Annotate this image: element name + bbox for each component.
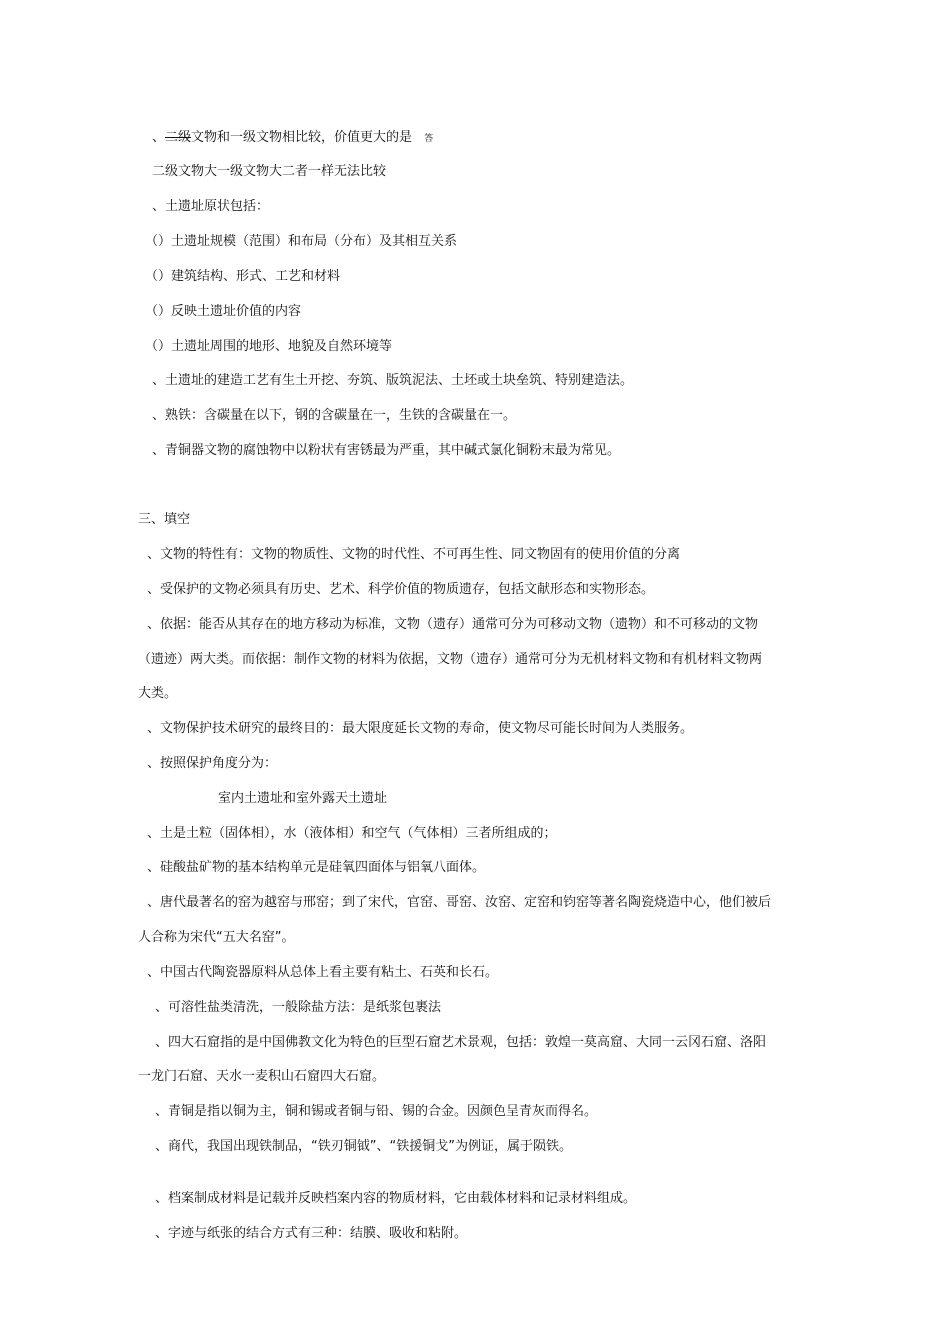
fill-3-line-2: （遗迹）两大类。而依据：制作文物的材料为依据，文物（遗存）通常可分为无机材料文物和有机材料文物两	[138, 652, 763, 667]
fill-4: 、文物保护技术研究的最终目的：最大限度延长文物的寿命，使文物尽可能长时间为人类服务。	[147, 721, 694, 736]
question-1-text: 文物和一级文物相比较，价值更大的是	[191, 130, 413, 145]
question-1	[152, 130, 433, 147]
struck-text: 二级	[165, 130, 192, 145]
fill-1: 、文物的特性有：文物的物质性、文物的时代性、不可再生性、同文物固有的使用价值的分离	[147, 547, 681, 562]
fill-5-answer: 室内土遗址和室外露天土遗址	[218, 791, 388, 806]
question-2-item-c: （）反映土遗址价值的内容	[145, 304, 302, 319]
fill-8-line-1: 、唐代最著名的窑为越窑与邢窑；到了宋代，官窑、哥窑、汝窑、定窑和钧窑等著名陶瓷烧造中心，他们被后	[147, 895, 772, 910]
question-2-item-b: （）建筑结构、形式、工艺和材料	[145, 269, 341, 284]
question-2-item-a: （）土遗址规模（范围）和布局（分布）及其相互关系	[145, 234, 458, 249]
question-2-item-d: （）土遗址周围的地形、地貌及自然环境等	[145, 339, 393, 354]
fill-5: 、按照保护角度分为：	[147, 756, 278, 771]
fill-11-line-1: 、四大石窟指的是中国佛教文化为特色的巨型石窟艺术景观，包括：敦煌一莫高窟、大同一云冈石窟、洛阳	[155, 1035, 767, 1050]
question-2: 、土遗址原状包括：	[152, 199, 270, 214]
fill-3-line-1: 、依据：能否从其存在的地方移动为标准，文物（遗存）通常可分为可移动文物（遗物）和不可移动的文物	[147, 617, 759, 632]
fill-13: 、商代，我国出现铁制品，“铁刃铜钺”、“铁援铜戈”为例证，属于陨铁。	[155, 1139, 572, 1154]
fill-11-line-2: 一龙门石窟、天水一麦积山石窟四大石窟。	[138, 1069, 386, 1084]
question-3: 、土遗址的建造工艺有生土开挖、夯筑、版筑泥法、土坯或土块垒筑、特别建造法。	[152, 373, 634, 388]
fill-10: 、可溶性盐类清洗，一般除盐方法：是纸浆包裹法	[155, 1000, 442, 1015]
fill-12: 、青铜是指以铜为主，铜和锡或者铜与铅、锡的合金。因颜色呈青灰而得名。	[155, 1104, 598, 1119]
fill-8-line-2: 人合称为宋代“五大名窑”。	[138, 930, 295, 945]
fill-7: 、硅酸盐矿物的基本结构单元是硅氧四面体与铝氧八面体。	[147, 860, 486, 875]
fill-6: 、土是土粒（固体相），水（液体相）和空气（气体相）三者所组成的；	[147, 826, 557, 841]
section-heading: 三、填空	[138, 512, 191, 527]
fill-9: 、中国古代陶瓷器原料从总体上看主要有粘土、石英和长石。	[147, 965, 499, 980]
question-5: 、青铜器文物的腐蚀物中以粉状有害锈最为严重，其中碱式氯化铜粉末最为常见。	[152, 443, 621, 458]
fill-15: 、字迹与纸张的结合方式有三种：结膜、吸收和粘附。	[155, 1226, 468, 1241]
question-4: 、熟铁：含碳量在以下，钢的含碳量在一，生铁的含碳量在一。	[152, 408, 517, 423]
fill-14: 、档案制成材料是记载并反映档案内容的物质材料，它由载体材料和记录材料组成。	[155, 1191, 637, 1206]
answer-mark: 答	[424, 134, 434, 144]
list-marker: 、	[152, 130, 166, 145]
fill-2: 、受保护的文物必须具有历史、艺术、科学价值的物质遗存，包括文献形态和实物形态。	[147, 582, 655, 597]
question-1-options: 二级文物大一级文物大二者一样无法比较	[152, 164, 387, 179]
fill-3-line-3: 大类。	[138, 686, 178, 701]
